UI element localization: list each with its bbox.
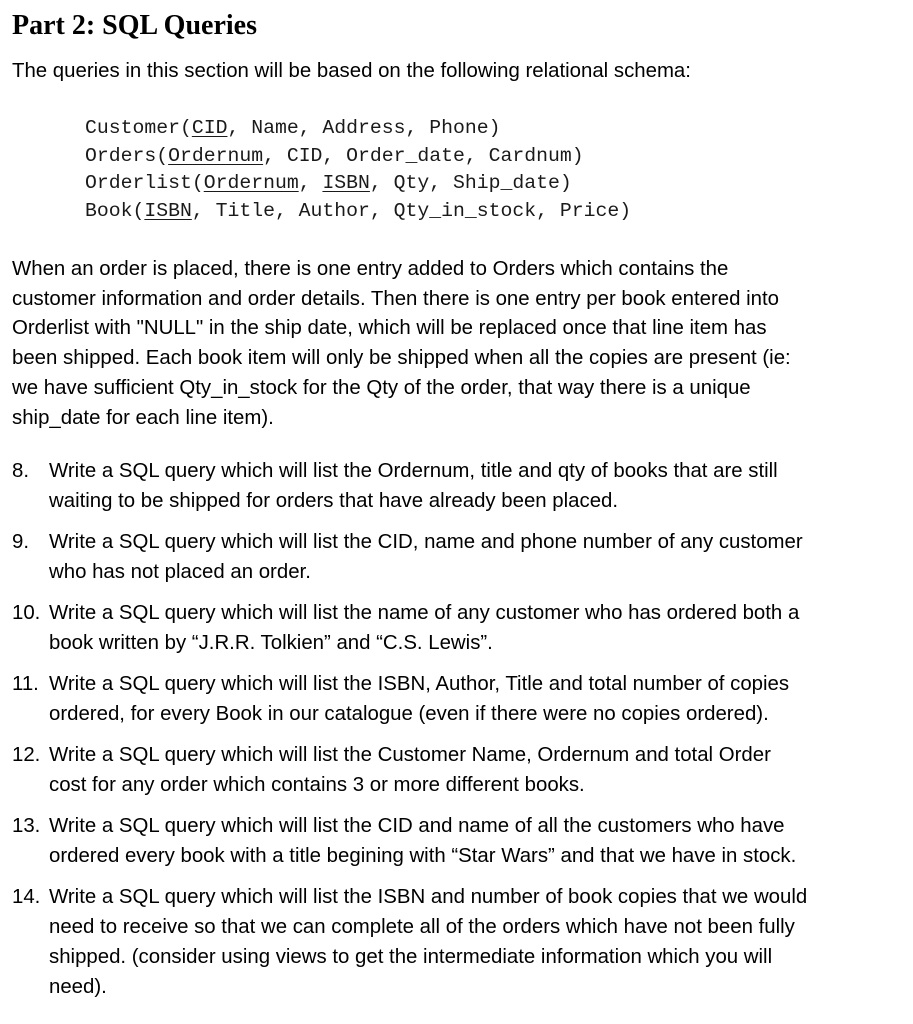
- schema-orderlist: Orderlist(Ordernum, ISBN, Qty, Ship_date): [85, 172, 572, 194]
- question-number: 9.: [12, 531, 30, 553]
- question-number: 11.: [12, 673, 39, 695]
- relation-attributes: , CID, Order_date, Cardnum): [263, 144, 584, 167]
- question-text-line: book written by “J.R.R. Tolkien” and “C.S. Lewis”.: [49, 632, 493, 654]
- question-number: 8.: [12, 460, 30, 482]
- question-text-line: Write a SQL query which will list the CID and name of all the customers who have: [49, 815, 785, 837]
- paragraph-line: ship_date for each line item).: [12, 406, 274, 429]
- relation-attributes: , Name, Address, Phone): [227, 117, 501, 139]
- key-separator: ,: [298, 172, 323, 194]
- intro-text: The queries in this section will be based on the following relational schema:: [12, 60, 691, 82]
- question-item: [12, 598, 902, 658]
- question-text-line: need).: [49, 976, 107, 998]
- question-item: [12, 669, 902, 729]
- question-item: [12, 740, 902, 800]
- question-number: 13.: [12, 815, 41, 837]
- question-item: [12, 882, 902, 1002]
- question-text-line: Write a SQL query which will list the Customer Name, Ordernum and total Order: [49, 744, 771, 766]
- relation-attributes: , Qty, Ship_date): [369, 172, 572, 194]
- primary-key: ISBN: [322, 172, 370, 194]
- relation-name: Customer: [85, 117, 180, 139]
- paragraph-line: When an order is placed, there is one entry added to Orders which contains the: [12, 258, 729, 280]
- primary-key: ISBN: [144, 199, 192, 222]
- question-text-line: ordered every book with a title begining with “Star Wars” and that we have in stock.: [49, 845, 797, 867]
- schema-book: Book(ISBN, Title, Author, Qty_in_stock, Price): [85, 199, 632, 222]
- relation-name: Orders: [85, 144, 157, 167]
- question-text-line: shipped. (consider using views to get the intermediate information which you will: [49, 946, 773, 968]
- relation-name: Book: [85, 199, 133, 222]
- question-text-line: Write a SQL query which will list the ISBN, Author, Title and total number of copies: [49, 673, 790, 695]
- question-text-line: who has not placed an order.: [49, 561, 311, 583]
- relation-name: Orderlist: [85, 172, 192, 194]
- schema-orders: Orders(Ordernum, CID, Order_date, Cardnum): [85, 144, 584, 167]
- question-number: 14.: [12, 886, 41, 908]
- question-text-line: waiting to be shipped for orders that have already been placed.: [49, 490, 619, 512]
- relation-attributes: , Title, Author, Qty_in_stock, Price): [191, 199, 632, 222]
- question-item: [12, 811, 902, 871]
- description-paragraph: [12, 255, 892, 433]
- primary-key: Ordernum: [168, 144, 264, 167]
- section-heading: Part 2: SQL Queries: [12, 10, 257, 41]
- schema-customer: Customer(CID, Name, Address, Phone): [85, 117, 501, 139]
- question-number: 10.: [12, 602, 41, 624]
- paragraph-line: Orderlist with "NULL" in the ship date, which will be replaced once that line item has: [12, 317, 767, 340]
- primary-key: Ordernum: [203, 172, 299, 194]
- paragraph-line: customer information and order details. Then there is one entry per book entered into: [12, 287, 779, 310]
- question-text-line: Write a SQL query which will list the CID, name and phone number of any customer: [49, 531, 803, 553]
- question-text-line: Write a SQL query which will list the ISBN and number of book copies that we would: [49, 886, 808, 908]
- question-item: [12, 527, 902, 587]
- question-number: 12.: [12, 744, 41, 766]
- paragraph-line: been shipped. Each book item will only be shipped when all the copies are present (ie:: [12, 347, 791, 370]
- question-text-line: ordered, for every Book in our catalogue (even if there were no copies ordered).: [49, 703, 769, 725]
- relational-schema: [85, 115, 631, 225]
- primary-key: CID: [191, 117, 228, 139]
- paragraph-line: we have sufficient Qty_in_stock for the Qty of the order, that way there is a unique: [12, 376, 751, 399]
- question-text-line: Write a SQL query which will list the Ordernum, title and qty of books that are still: [49, 460, 778, 482]
- question-item: [12, 456, 902, 516]
- question-list: [12, 456, 902, 1002]
- question-text-line: Write a SQL query which will list the name of any customer who has ordered both a: [49, 602, 800, 624]
- question-text-line: need to receive so that we can complete all of the orders which have not been fully: [49, 916, 795, 938]
- question-text-line: cost for any order which contains 3 or more different books.: [49, 774, 585, 796]
